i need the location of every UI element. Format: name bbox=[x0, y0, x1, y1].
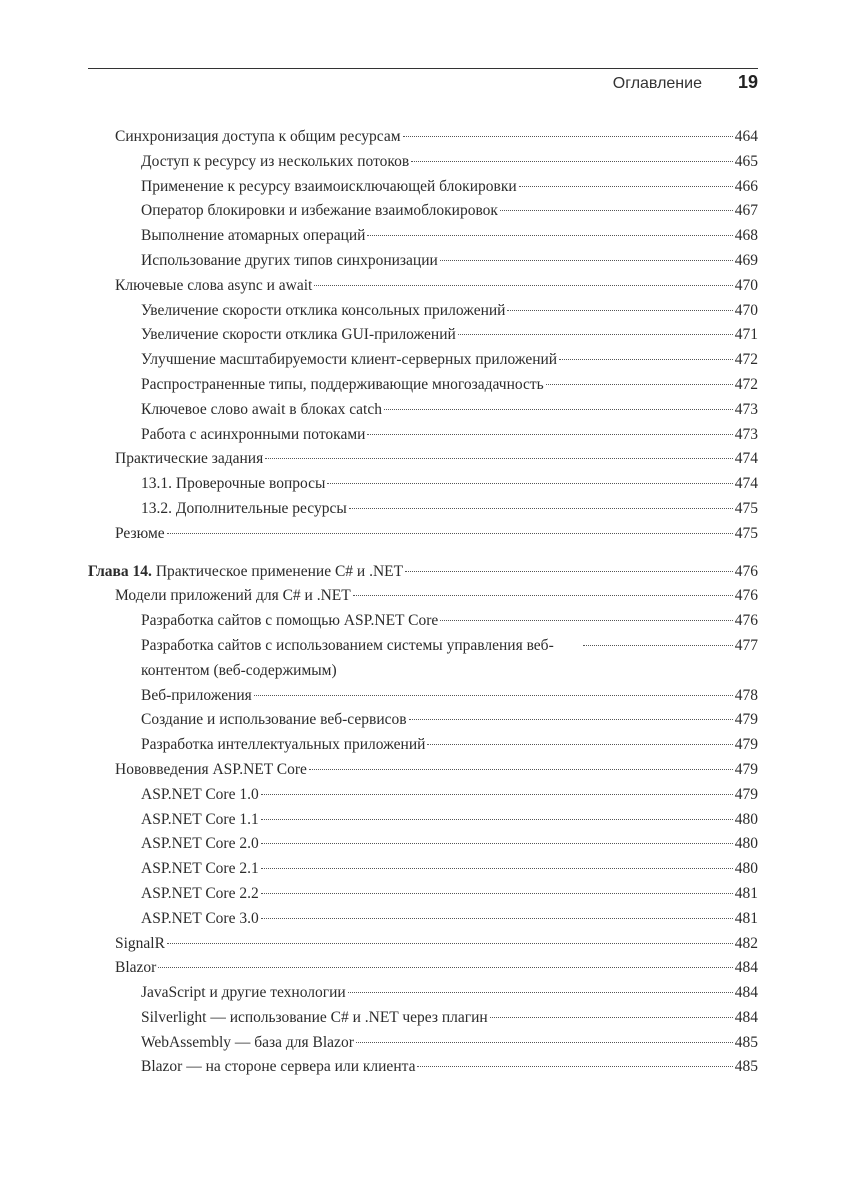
chapter-title: Практическое применение C# и .NET bbox=[155, 562, 404, 580]
toc-entry[interactable] bbox=[88, 857, 758, 882]
dot-leader bbox=[583, 645, 733, 646]
toc-entry-title: Создание и использование веб-сервисов bbox=[141, 711, 407, 729]
toc-entry[interactable] bbox=[88, 684, 758, 709]
dot-leader bbox=[409, 719, 733, 720]
table-of-contents bbox=[88, 125, 758, 1080]
toc-entry-page: 481 bbox=[734, 884, 758, 902]
toc-entry[interactable] bbox=[88, 125, 758, 150]
toc-entry-page: 474 bbox=[734, 450, 758, 468]
dot-leader bbox=[458, 334, 733, 335]
dot-leader bbox=[353, 595, 733, 596]
toc-entry-title: Увеличение скорости отклика консольных приложений bbox=[141, 301, 506, 319]
dot-leader bbox=[309, 769, 733, 770]
dot-leader bbox=[158, 967, 732, 968]
dot-leader bbox=[405, 571, 733, 572]
toc-entry-page: 479 bbox=[734, 760, 758, 778]
dot-leader bbox=[440, 260, 733, 261]
dot-leader bbox=[167, 943, 733, 944]
toc-entry-page: 477 bbox=[734, 636, 758, 654]
toc-entry-title: Blazor — на стороне сервера или клиента bbox=[141, 1058, 416, 1076]
toc-entry-title: ASP.NET Core 2.2 bbox=[141, 884, 259, 902]
toc-entry-title: Синхронизация доступа к общим ресурсам bbox=[115, 128, 401, 145]
toc-entry-page: 476 bbox=[734, 612, 758, 630]
toc-entry[interactable] bbox=[88, 956, 758, 981]
toc-entry[interactable] bbox=[88, 224, 758, 249]
toc-entry[interactable] bbox=[88, 348, 758, 373]
toc-entry-title: Разработка сайтов с использованием системы управления веб-контентом (веб-содержимым) bbox=[141, 636, 554, 679]
toc-entry-page: 465 bbox=[734, 152, 758, 170]
toc-entry-page: 481 bbox=[734, 909, 758, 927]
toc-entry[interactable] bbox=[88, 932, 758, 957]
dot-leader bbox=[384, 409, 733, 410]
toc-entry[interactable] bbox=[88, 634, 758, 684]
running-header bbox=[88, 72, 758, 96]
dot-leader bbox=[403, 136, 733, 137]
dot-leader bbox=[417, 1066, 732, 1067]
dot-leader bbox=[314, 285, 732, 286]
toc-entry-title: ASP.NET Core 2.1 bbox=[141, 860, 259, 878]
dot-leader bbox=[546, 384, 733, 385]
dot-leader bbox=[261, 843, 733, 844]
dot-leader bbox=[507, 310, 732, 311]
dot-leader bbox=[348, 992, 733, 993]
dot-leader bbox=[327, 483, 732, 484]
toc-entry-page: 480 bbox=[734, 860, 758, 878]
dot-leader bbox=[349, 508, 733, 509]
toc-entry-page: 484 bbox=[734, 984, 758, 1002]
toc-entry-title: Blazor bbox=[115, 959, 157, 977]
toc-entry-page: 468 bbox=[734, 227, 758, 245]
toc-entry-title: ASP.NET Core 2.0 bbox=[141, 835, 259, 853]
toc-entry[interactable] bbox=[88, 832, 758, 857]
dot-leader bbox=[261, 868, 733, 869]
toc-entry-page: 478 bbox=[734, 686, 758, 704]
toc-entry[interactable] bbox=[88, 249, 758, 274]
toc-entry-title: ASP.NET Core 3.0 bbox=[141, 909, 259, 927]
toc-entry-page: 469 bbox=[734, 251, 758, 269]
toc-entry[interactable] bbox=[88, 1031, 758, 1056]
toc-entry-title: Работа с асинхронными потоками bbox=[141, 425, 366, 443]
toc-entry[interactable] bbox=[88, 708, 758, 733]
toc-entry[interactable] bbox=[88, 199, 758, 224]
dot-leader bbox=[411, 161, 733, 162]
toc-entry-title: Модели приложений для C# и .NET bbox=[115, 587, 351, 605]
dot-leader bbox=[261, 918, 733, 919]
toc-entry-title: Использование других типов синхронизации bbox=[141, 251, 438, 269]
dot-leader bbox=[254, 695, 733, 696]
toc-entry[interactable] bbox=[88, 522, 758, 547]
toc-entry-page: 480 bbox=[734, 810, 758, 828]
dot-leader bbox=[167, 533, 733, 534]
toc-entry-page: 470 bbox=[734, 301, 758, 319]
toc-entry-title: Доступ к ресурсу из нескольких потоков bbox=[141, 152, 410, 170]
toc-entry-title: Улучшение масштабируемости клиент-серверных приложений bbox=[141, 351, 558, 369]
dot-leader bbox=[500, 210, 733, 211]
toc-entry-page: 482 bbox=[734, 934, 758, 952]
toc-entry-title: WebAssembly — база для Blazor bbox=[141, 1033, 354, 1051]
toc-entry[interactable] bbox=[88, 472, 758, 497]
toc-entry[interactable] bbox=[88, 323, 758, 348]
toc-entry-page: 484 bbox=[734, 1008, 758, 1026]
toc-entry[interactable] bbox=[88, 373, 758, 398]
toc-entry[interactable] bbox=[88, 398, 758, 423]
toc-entry[interactable] bbox=[88, 609, 758, 634]
chapter-label: Глава 14. bbox=[88, 562, 152, 580]
dot-leader bbox=[427, 744, 732, 745]
toc-entry[interactable] bbox=[88, 783, 758, 808]
toc-entry[interactable] bbox=[88, 447, 758, 472]
toc-entry-page: 474 bbox=[734, 475, 758, 493]
toc-entry-title: Применение к ресурсу взаимоисключающей блокировки bbox=[141, 177, 517, 195]
toc-entry-title: ASP.NET Core 1.1 bbox=[141, 810, 259, 828]
toc-entry-page: 467 bbox=[734, 202, 758, 220]
toc-entry-page: 479 bbox=[734, 785, 758, 803]
toc-entry-title: Разработка интеллектуальных приложений bbox=[141, 736, 426, 754]
header-rule bbox=[88, 68, 758, 69]
dot-leader bbox=[356, 1042, 733, 1043]
toc-entry-page: 480 bbox=[734, 835, 758, 853]
toc-entry[interactable] bbox=[88, 981, 758, 1006]
toc-chapter-entry[interactable] bbox=[88, 560, 758, 585]
toc-entry-title: 13.2. Дополнительные ресурсы bbox=[141, 499, 347, 517]
dot-leader bbox=[261, 794, 733, 795]
toc-entry[interactable] bbox=[88, 299, 758, 324]
toc-entry-title: Ключевые слова async и await bbox=[115, 276, 313, 294]
toc-entry-page: 479 bbox=[734, 736, 758, 754]
toc-entry-page: 485 bbox=[734, 1033, 758, 1051]
toc-entry[interactable] bbox=[88, 497, 758, 522]
toc-entry-page: 476 bbox=[734, 587, 758, 605]
toc-entry[interactable] bbox=[88, 584, 758, 609]
toc-entry[interactable] bbox=[88, 150, 758, 175]
toc-entry-title: Silverlight — использование C# и .NET через плагин bbox=[141, 1008, 488, 1026]
toc-entry-page: 484 bbox=[734, 959, 758, 977]
toc-entry[interactable] bbox=[88, 423, 758, 448]
dot-leader bbox=[490, 1017, 733, 1018]
toc-entry-title: Нововведения ASP.NET Core bbox=[115, 760, 307, 778]
toc-entry-title: SignalR bbox=[115, 934, 165, 952]
toc-entry-title: Разработка сайтов с помощью ASP.NET Core bbox=[141, 612, 439, 630]
toc-entry-title: Выполнение атомарных операций bbox=[141, 227, 366, 245]
toc-entry-page: 470 bbox=[734, 276, 758, 294]
toc-entry-title: 13.1. Проверочные вопросы bbox=[141, 475, 326, 493]
toc-entry-page: 476 bbox=[734, 562, 758, 580]
page-number: 19 bbox=[737, 72, 758, 92]
toc-entry-title: Распространенные типы, поддерживающие многозадачность bbox=[141, 375, 544, 393]
toc-entry[interactable] bbox=[88, 808, 758, 833]
dot-leader bbox=[440, 620, 733, 621]
toc-entry-title bbox=[88, 560, 403, 585]
toc-entry-page: 479 bbox=[734, 711, 758, 729]
toc-entry[interactable] bbox=[88, 274, 758, 299]
toc-entry-title: Практические задания bbox=[115, 450, 264, 468]
toc-entry-page: 472 bbox=[734, 351, 758, 369]
dot-leader bbox=[367, 434, 732, 435]
toc-entry[interactable] bbox=[88, 758, 758, 783]
toc-entry-page: 485 bbox=[734, 1058, 758, 1076]
toc-entry-page: 475 bbox=[734, 524, 758, 542]
toc-entry[interactable] bbox=[88, 907, 758, 932]
dot-leader bbox=[261, 819, 733, 820]
toc-entry[interactable] bbox=[88, 175, 758, 200]
toc-entry-title: Ключевое слово await в блоках catch bbox=[141, 400, 382, 418]
toc-entry-page: 473 bbox=[734, 400, 758, 418]
dot-leader bbox=[519, 186, 733, 187]
toc-entry-title: Резюме bbox=[115, 524, 165, 542]
toc-entry-title: ASP.NET Core 1.0 bbox=[141, 785, 259, 803]
dot-leader bbox=[261, 893, 733, 894]
dot-leader bbox=[265, 458, 733, 459]
toc-entry[interactable] bbox=[88, 882, 758, 907]
toc-entry[interactable] bbox=[88, 733, 758, 758]
toc-entry[interactable] bbox=[88, 1055, 758, 1080]
dot-leader bbox=[367, 235, 732, 236]
toc-entry-page: 464 bbox=[734, 128, 758, 145]
dot-leader bbox=[559, 359, 733, 360]
toc-entry-title: JavaScript и другие технологии bbox=[141, 984, 346, 1002]
toc-entry-title: Веб-приложения bbox=[141, 686, 252, 704]
running-header-title: Оглавление bbox=[612, 75, 702, 92]
toc-entry-page: 472 bbox=[734, 375, 758, 393]
toc-entry[interactable] bbox=[88, 1006, 758, 1031]
toc-entry-title: Оператор блокировки и избежание взаимоблокировок bbox=[141, 202, 498, 220]
toc-entry-page: 473 bbox=[734, 425, 758, 443]
toc-entry-title: Увеличение скорости отклика GUI-приложений bbox=[141, 326, 456, 344]
toc-entry-page: 471 bbox=[734, 326, 758, 344]
toc-entry-page: 475 bbox=[734, 499, 758, 517]
toc-entry-page: 466 bbox=[734, 177, 758, 195]
